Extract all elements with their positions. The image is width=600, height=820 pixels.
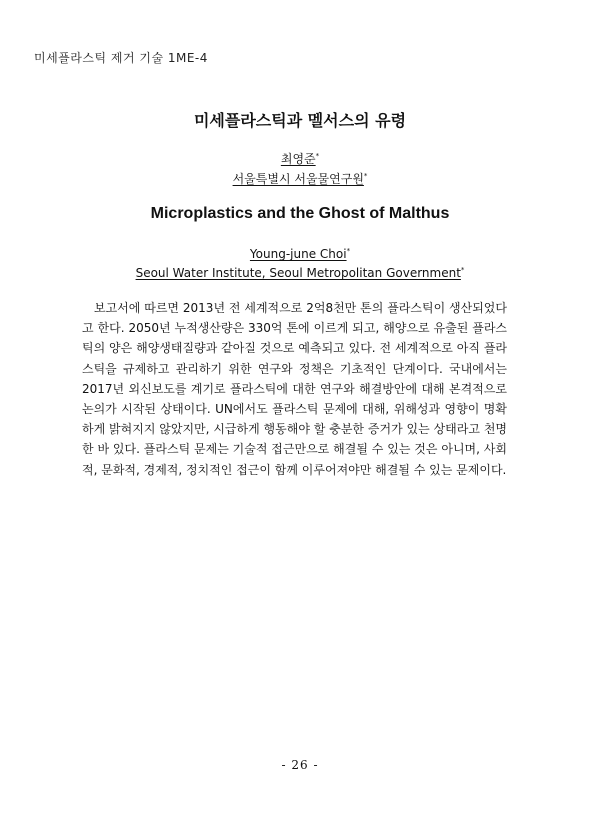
author-english xyxy=(0,247,600,261)
abstract-paragraph: 보고서에 따르면 2013년 전 세계적으로 2억8천만 톤의 플라스틱이 생산되었다고 한다. 2050년 누적생산량은 330억 톤에 이르게 되고, 해양으로 유출된 플라스틱의 양은 해양생태질량과 같아질 것으로 예측되고 있다. 전 세계적으로 아직 플라스틱을 규제하고 관리하기 위한 연구와 정책은 기초적인 단계이다. 국내에서는 2017년 외신보도를 계기로 플라스틱에 대한 연구와 해결방안에 대해 본격적으로 논의가 시작된 상태이다. UN에서도 플라스틱 문제에 대해, 위해성과 영향이 명확하게 밝혀지지 않았지만, 시급하게 행동해야 할 충분한 증거가 있는 상태라고 천명한 바 있다. 플라스틱 문제는 기술적 접근만으로 해결될 수 있는 것은 아니며, 사회적, 문화적, 경제적, 정치적인 접근이 함께 이루어져야만 해결될 수 있는 문제이다. xyxy=(82,301,507,477)
author-name-korean: 최영준 xyxy=(280,152,316,166)
paper-title-english: Microplastics and the Ghost of Malthus xyxy=(150,205,450,222)
paper-title-korean: 미세플라스틱과 멜서스의 유령 xyxy=(193,111,407,130)
author-korean xyxy=(0,150,600,167)
affiliation-mark-korean: * xyxy=(363,172,368,180)
affiliation-english xyxy=(0,266,600,280)
author-name-english: Young-june Choi xyxy=(249,247,347,261)
affiliation-korean xyxy=(0,170,600,187)
affiliation-mark-english: * xyxy=(460,266,465,274)
page-number: - 26 - xyxy=(281,758,319,772)
affiliation-name-english: Seoul Water Institute, Seoul Metropolitan Government xyxy=(135,266,461,280)
author-mark-korean: * xyxy=(315,152,320,160)
running-header: 미세플라스틱 제거 기술 1ME-4 xyxy=(34,51,208,65)
affiliation-name-korean: 서울특별시 서울물연구원 xyxy=(232,172,364,186)
author-mark-english: * xyxy=(346,247,351,255)
